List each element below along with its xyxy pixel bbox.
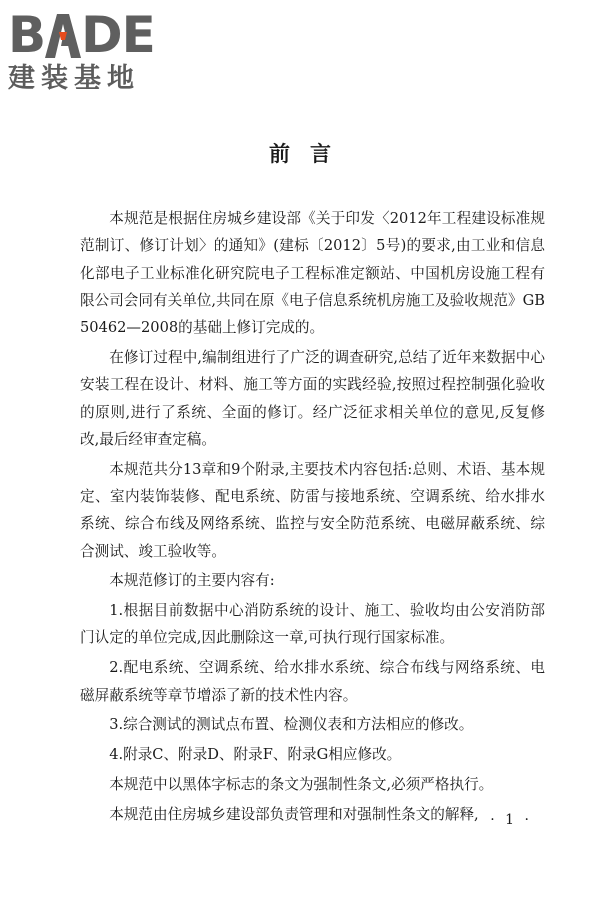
paragraph-origin: 本规范是根据住房城乡建设部《关于印发〈2012年工程建设标准规范制订、修订计划〉的通知》(建标〔2012〕5号)的要求,由工业和信息化部电子工业标准化研究院电子工程标准定额站、中国机房设施工程有限公司会同有关单位,共同在原《电子信息系统机房施工及验收规范》GB 50462—2008的基础上修订完成的。: [80, 210, 545, 337]
paragraph-changes-intro: 本规范修订的主要内容有:: [109, 572, 275, 590]
logo-letter-b: B: [8, 6, 46, 64]
list-item-change-4: 4.附录C、附录D、附录F、附录G相应修改。: [109, 746, 402, 764]
preface-body: [80, 205, 545, 831]
paragraph-contents: 本规范共分13章和9个附录,主要技术内容包括:总则、术语、基本规定、室内装饰装修、配电系统、防雷与接地系统、空调系统、给水排水系统、综合布线及网络系统、监控与安全防范系统、电磁屏蔽系统、综合测试、竣工验收等。: [80, 460, 545, 560]
list-item-change-3: 3.综合测试的测试点布置、检测仪表和方法相应的修改。: [109, 716, 474, 734]
list-item-change-2: 2.配电系统、空调系统、给水排水系统、综合布线与网络系统、电磁屏蔽系统等章节增添了新的技术性内容。: [80, 659, 545, 704]
logo-wordmark: [8, 6, 178, 64]
paragraph-administration: 本规范由住房城乡建设部负责管理和对强制性条文的解释,: [109, 805, 479, 823]
list-item-change-1: 1.根据目前数据中心消防系统的设计、施工、验收均由公安消防部门认定的单位完成,因此删除这一章,可执行现行国家标准。: [80, 602, 545, 647]
bade-logo: [8, 6, 178, 96]
page-title: 前言: [269, 142, 351, 166]
paragraph-mandatory-clauses: 本规范中以黑体字标志的条文为强制性条文,必须严格执行。: [109, 775, 494, 793]
paragraph-revision-process: 在修订过程中,编制组进行了广泛的调查研究,总结了近年来数据中心安装工程在设计、材料、施工等方面的实践经验,按照过程控制强化验收的原则,进行了系统、全面的修订。经广泛征求相关单位的意见,反复修改,最后经审查定稿。: [80, 348, 545, 448]
logo-subtitle: 建装基地: [8, 63, 140, 94]
page-number: · 1 ·: [490, 812, 532, 828]
logo-letters-de: DE: [81, 6, 155, 64]
logo-letter-a-icon: [44, 10, 82, 60]
